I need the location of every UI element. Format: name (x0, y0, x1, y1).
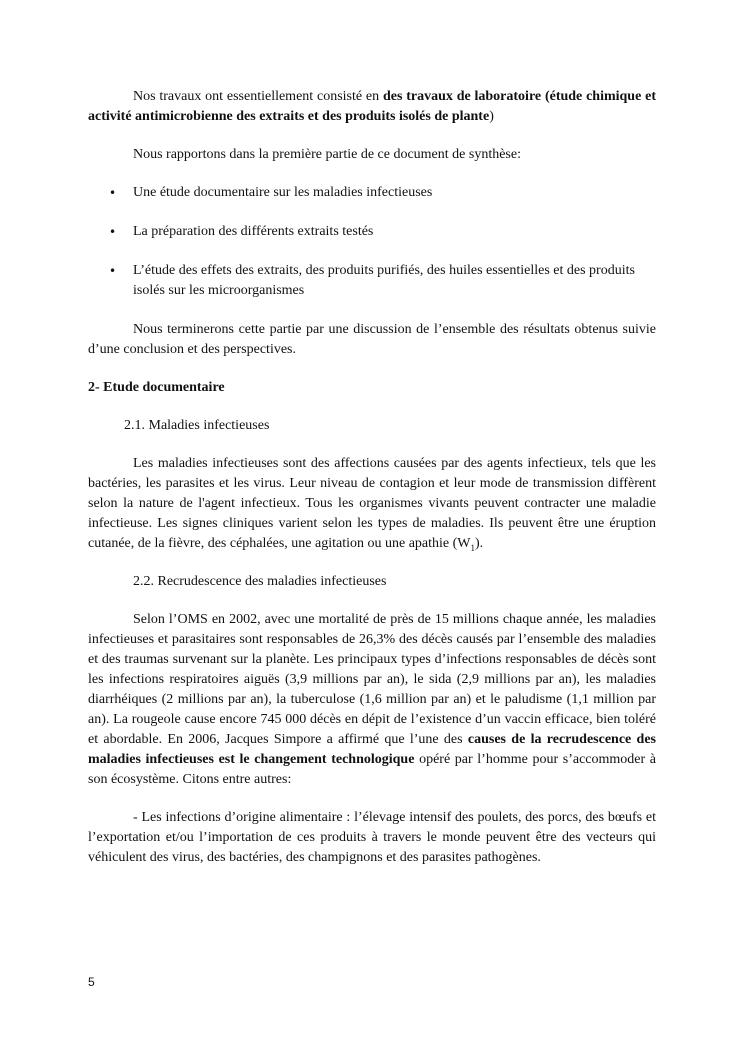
subsection-2-text: Selon l’OMS en 2002, avec une mortalité de près de 15 millions chaque année, les maladies infectieuses et parasitaires sont responsables de 26,3% des décès causés par l’ensemble des maladies et des traumas survenant sur la planète. Les principaux types d’infections responsables de décès sont les infections respiratoires aiguës (3,9 millions par an), le sida (2,9 millions par an), les maladies diarrhéiques (2 millions par an), la tuberculose (1,6 million par an) et le paludisme (1,1 million par an). La rougeole cause encore 745 000 décès en dépit de l’existence d’un vaccin efficace, bien toléré et abordable. En 2006, Jacques Simpore a affirmé que l’une des (88, 612, 656, 747)
intro-paragraph-1 (88, 87, 656, 127)
intro-bold-text: des travaux de laboratoire (étude chimique et activité antimicrobienne des extraits et des produits isolés de plante (88, 89, 656, 124)
subsection-2-item: - Les infections d’origine alimentaire : l’élevage intensif des poulets, des porcs, des bœufs et l’exportation et/ou l’importation de ces produits à travers le monde peuvent être des vecteurs qui véhiculent des virus, des bactéries, des champignons et des parasites pathogènes. (88, 810, 656, 865)
section-heading: 2- Etude documentaire (88, 380, 225, 395)
page-content (88, 87, 656, 868)
subsection-2-bold-text: causes de la recrudescence des maladies infectieuses est le changement technologique (88, 732, 657, 767)
subsection-1-paragraph (88, 454, 656, 554)
bullet-item: • Une étude documentaire sur les maladies infectieuses (88, 183, 656, 203)
reference-subscript: 1 (470, 542, 475, 553)
bullet-item: • L’étude des effets des extraits, des produits purifiés, des huiles essentielles et des produits isolés sur les microorganismes (88, 261, 656, 301)
page-number: 5 (88, 975, 95, 989)
subsection-1-text-end: ). (474, 536, 484, 551)
bullet-item: • La préparation des différents extraits testés (88, 222, 656, 242)
intro-text: Nos travaux ont essentiellement consisté en (133, 89, 383, 104)
intro-text-end: ) (489, 109, 494, 124)
subsection-title-2: 2.2. Recrudescence des maladies infectieuses (133, 574, 387, 589)
intro-paragraph-3: Nous terminerons cette partie par une discussion de l’ensemble des résultats obtenus suivie d’une conclusion et des perspectives. (88, 322, 656, 357)
bullet-list (88, 183, 656, 301)
subsection-2-text-end: opéré par l’homme pour s’accommoder à son écosystème. Citons entre autres: (88, 752, 656, 787)
subsection-title-1: 2.1. Maladies infectieuses (124, 418, 270, 433)
subsection-2-paragraph (88, 610, 656, 790)
intro-paragraph-2: Nous rapportons dans la première partie de ce document de synthèse: (133, 147, 521, 162)
subsection-1-text: Les maladies infectieuses sont des affections causées par des agents infectieux, tels que les bactéries, les parasites et les virus. Leur niveau de contagion et leur mode de transmission diffèrent selon la nature de l'agent infectieux. Tous les organismes vivants peuvent contracter une maladie infectieuse. Les signes cliniques varient selon les types de maladies. Ils peuvent être une éruption cutanée, de la fièvre, des céphalées, une agitation ou une apathie (W (88, 456, 656, 551)
